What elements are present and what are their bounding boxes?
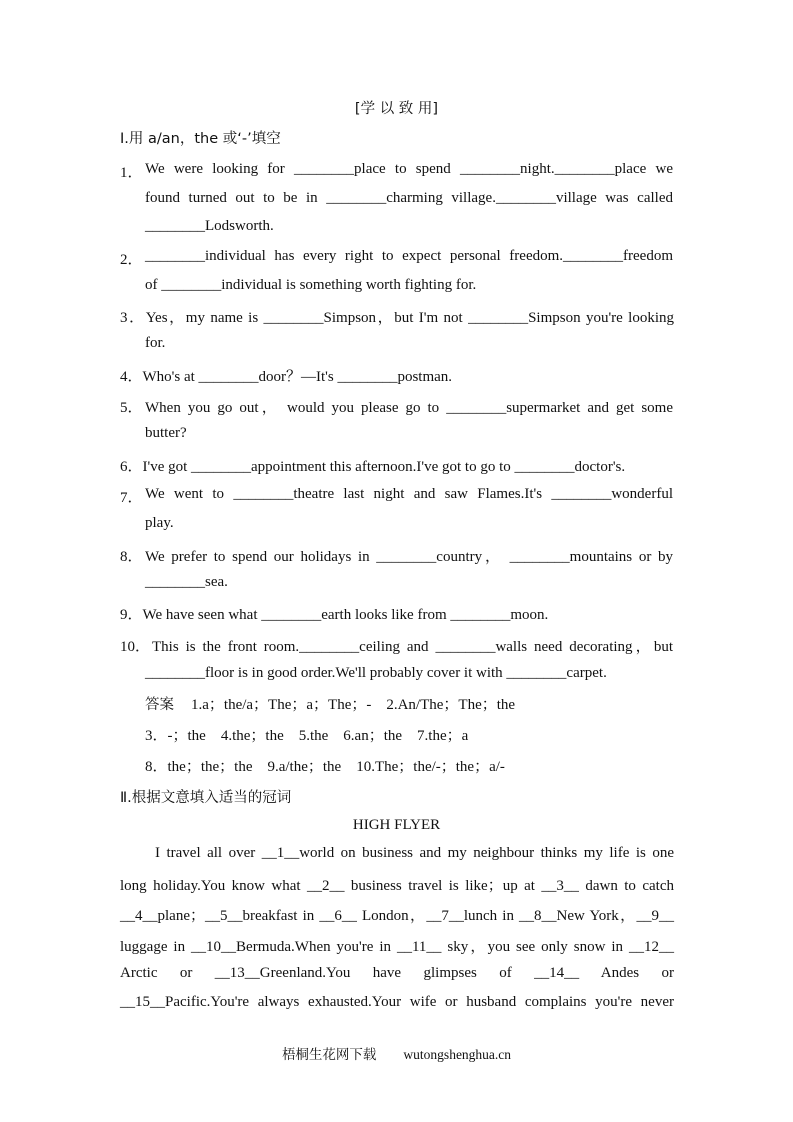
q8-line-2: ________sea.: [145, 574, 228, 590]
passage-line-3: __4__plane；__5__breakfast in __6__ London，__7__lunch in __8__New York，__9__: [120, 908, 674, 924]
q5-line-2: butter?: [145, 425, 187, 441]
passage-line-4: luggage in __10__Bermuda.When you're in __11__ sky，you see only snow in __12__: [120, 939, 674, 955]
passage-line-2: long holiday.You know what __2__ business travel is like；up at __3__ dawn to catch: [120, 878, 674, 894]
q5-line-1: When you go out， would you please go to ________supermarket and get some: [145, 400, 673, 416]
passage-line-6: __15__Pacific.You're always exhausted.Your wife or husband complains you're never: [120, 994, 674, 1010]
q1-line-1: We were looking for ________place to spend ________night.________place we: [145, 161, 673, 177]
q1-line-2: found turned out to be in ________charming village.________village was called: [145, 190, 673, 206]
q3-line-1: 3．Yes，my name is ________Simpson，but I'm not ________Simpson you're looking: [120, 310, 674, 326]
answer-label: 答案: [145, 697, 174, 713]
answer-line-2: 3．-；the 4.the；the 5.the 6.an；the 7.the；a: [145, 728, 469, 744]
passage-title: HIGH FLYER: [352, 817, 441, 833]
q9-line-1: 9．We have seen what ________earth looks like from ________moon.: [120, 607, 549, 623]
q1-line-3: ________Lodsworth.: [145, 218, 274, 234]
passage-line-1: I travel all over __1__world on business and my neighbour thinks my life is one: [155, 845, 674, 861]
section-2-title: Ⅱ.根据文意填入适当的冠词: [120, 790, 292, 806]
q5-number: 5．: [120, 400, 143, 416]
page-footer: 梧桐生花网下载 wutongshenghua.cn: [281, 1047, 512, 1062]
q7-number: 7．: [120, 490, 143, 506]
q10-line-2: ________floor is in good order.We'll probably cover it with ________carpet.: [145, 665, 607, 681]
q3-line-2: for.: [145, 335, 166, 351]
q1-number: 1．: [120, 165, 143, 181]
q2-number: 2．: [120, 252, 143, 268]
q2-line-2: of ________individual is something worth fighting for.: [145, 277, 477, 293]
q8-line-1: We prefer to spend our holidays in ________country， ________mountains or by: [145, 549, 673, 565]
answer-line-3: 8．the；the；the 9.a/the；the 10.The；the/-；the；a/-: [145, 759, 505, 775]
q6-line-1: 6．I've got ________appointment this afternoon.I've got to go to ________doctor's.: [120, 459, 626, 475]
section-1-title: Ⅰ.用 a/an，the 或‘-’填空: [120, 131, 281, 147]
q7-line-2: play.: [145, 515, 174, 531]
page-heading: [学 以 致 用]: [354, 101, 439, 117]
q2-line-1: ________individual has every right to expect personal freedom.________freedom: [145, 248, 673, 264]
q8-number: 8．: [120, 549, 143, 565]
q7-line-1: We went to ________theatre last night and saw Flames.It's ________wonderful: [145, 486, 673, 502]
q10-number: 10．: [120, 639, 151, 655]
answer-line-1: 1.a；the/a；The；a；The；- 2.An/The；The；the: [191, 697, 516, 713]
passage-line-5: Arctic or __13__Greenland.You have glimpses of __14__ Andes or: [120, 965, 674, 981]
q10-line-1: This is the front room.________ceiling and ________walls need decorating，but: [152, 639, 673, 655]
q4-line-1: 4．Who's at ________door？—It's ________postman.: [120, 369, 453, 385]
